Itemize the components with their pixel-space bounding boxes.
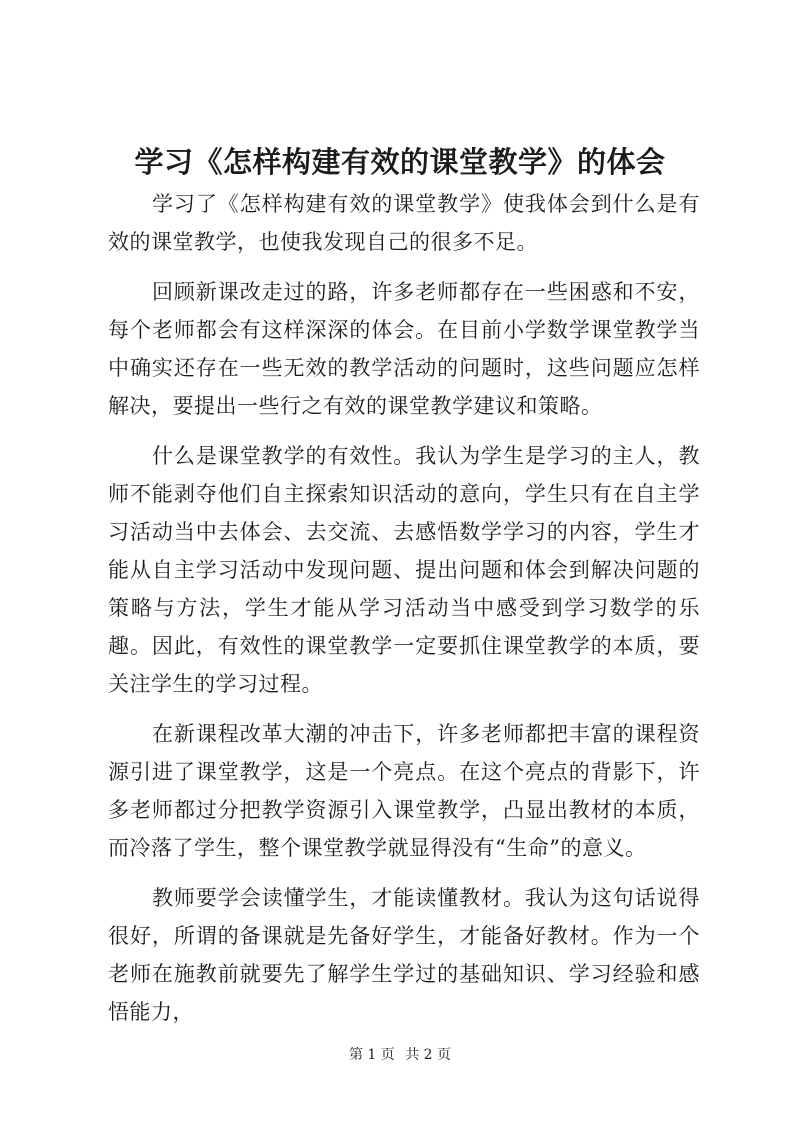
page-number: 第 1 页 xyxy=(348,1047,395,1063)
document-title: 学习《怎样构建有效的课堂教学》的体会 xyxy=(134,145,666,179)
paragraph-5: 教师要学会读懂学生，才能读懂教材。我认为这句话说得很好，所谓的备课就是先备好学生，才能备好教材。作为一个老师在施教前就要先了解学生学过的基础知识、学习经验和感悟能力， xyxy=(108,886,700,1024)
paragraph-2: 回顾新课改走过的路，许多老师都存在一些困惑和不安，每个老师都会有这样深深的体会。在目前小学数学课堂教学当中确实还存在一些无效的教学活动的问题时，这些问题应怎样解决，要提出一些行之有效的课堂教学建议和策略。 xyxy=(108,280,700,418)
page-total: 共 2 页 xyxy=(405,1047,452,1063)
paragraph-4: 在新课程改革大潮的冲击下，许多老师都把丰富的课程资源引进了课堂教学，这是一个亮点。在这个亮点的背影下，许多老师都过分把教学资源引入课堂教学，凸显出教材的本质，而冷落了学生，整个课堂教学就显得没有“生命”的意义。 xyxy=(108,722,700,860)
paragraph-3: 什么是课堂教学的有效性。我认为学生是学习的主人，教师不能剥夺他们自主探索知识活动的意向，学生只有在自主学习活动当中去体会、去交流、去感悟数学学习的内容，学生才能从自主学习活动中发现问题、提出问题和体会到解决问题的策略与方法，学生才能从学习活动当中感受到学习数学的乐趣。因此，有效性的课堂教学一定要抓住课堂教学的本质，要关注学生的学习过程。 xyxy=(108,444,700,696)
document-body xyxy=(108,185,700,1043)
page-footer xyxy=(0,1045,800,1065)
paragraph-1: 学习了《怎样构建有效的课堂教学》使我体会到什么是有效的课堂教学，也使我发现自己的很多不足。 xyxy=(108,192,700,254)
